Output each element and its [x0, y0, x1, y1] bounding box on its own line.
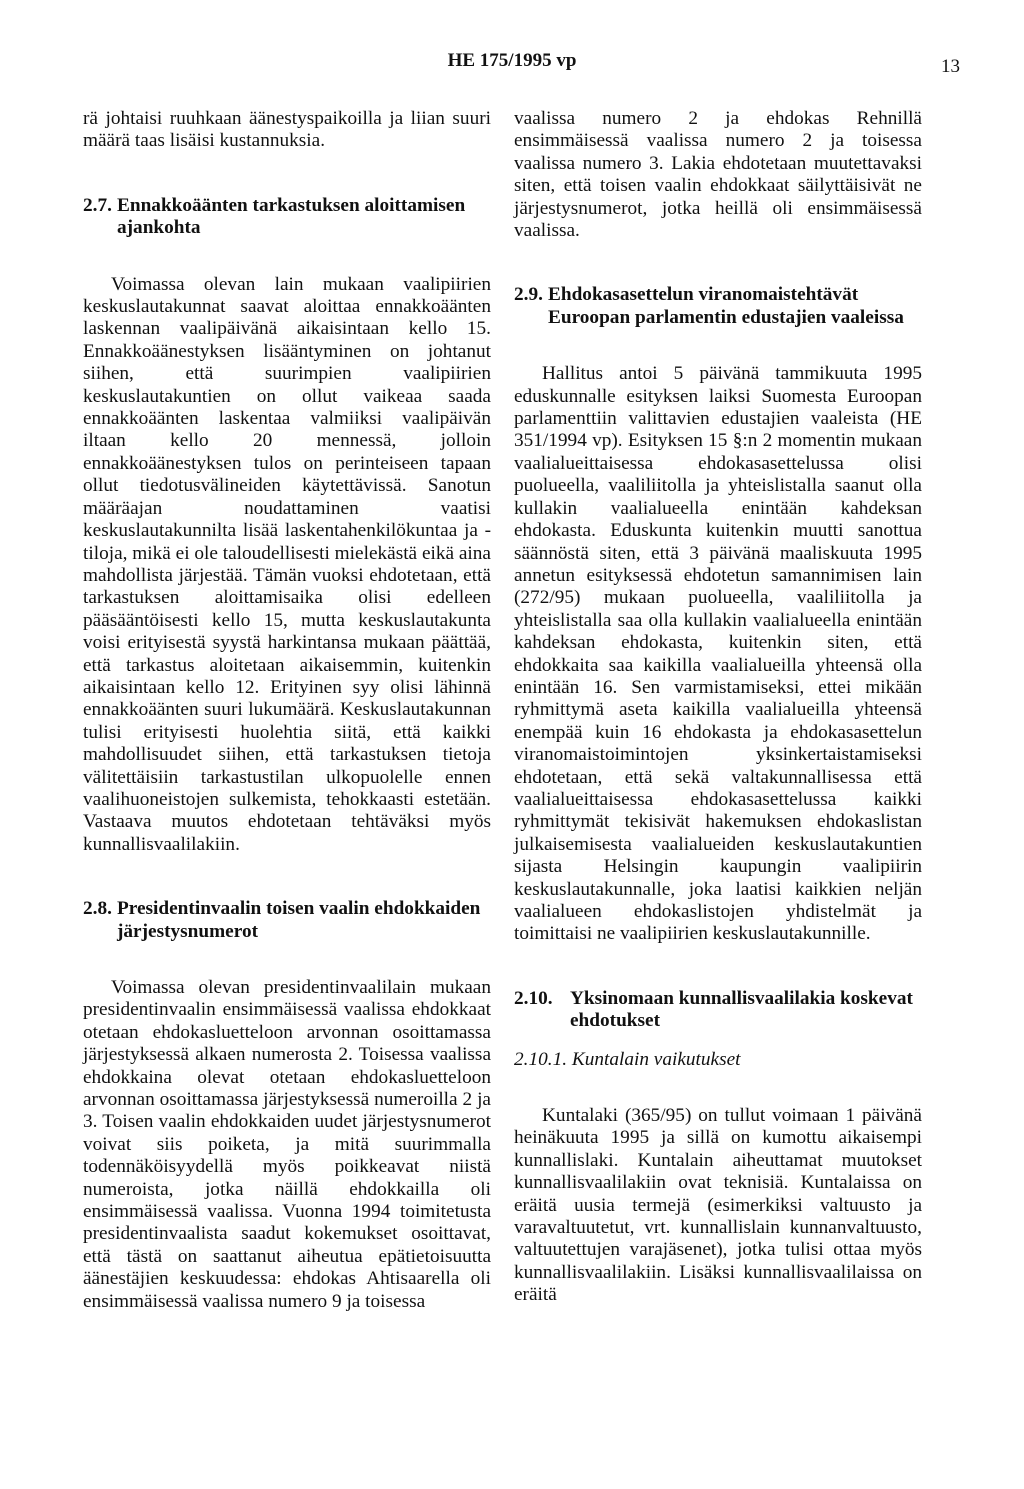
page-header — [0, 46, 1024, 76]
subsection-heading-2-10-1: 2.10.1. Kuntalain vaikutukset — [514, 1048, 741, 1070]
paragraph-continuation: vaalissa numero 2 ja ehdokas Rehnillä ensimmäisessä vaalissa numero 2 ja toisessa vaalissa numero 3. Lakia ehdotetaan muutettavaksi siten, että toisen vaalin ehdokkaat säilyttäisivät ne järjestysnumerot, jotka heillä oli ensimmäisessä vaalissa. — [514, 108, 922, 242]
paragraph-2-7: Voimassa olevan lain mukaan vaalipiirien keskuslautakunnat saavat aloittaa ennakkoäänten laskennan vaalipäivänä aikaisintaan kello 15. Ennakkoäänestyksen lisääntyminen on johtanut siihen, että suurimpien vaalipiirien keskuslautakuntien on ollut vaikeaa saada ennakkoäänten laskentaa valmiiksi vaalipäivän iltaan kello 20 mennessä, jolloin ennakkoäänestyksen tulos on perinteiseen tapaan ollut tiedotusvälineiden käytettävissä. Sanotun määräajan noudattaminen vaatisi keskuslautakunnilta lisää laskentahenkilökuntaa ja -tiloja, mikä ei ole taloudellisesti mielekästä eikä aina mahdollista järjestää. Tämän vuoksi ehdotetaan, että tarkastuksen aloittamisaika olisi edelleen pääsääntöisesti kello 15, mutta keskuslautakunta voisi erityisestä syystä harkintansa mukaan päättää, että tarkastus aloitetaan aikaisemmin, kuitenkin aikaisintaan kello 12. Erityinen syy olisi lähinnä ennakkoäänten suuri lukumäärä. Keskuslautakunnan tulisi erityisesti huolehtia siitä, että kaikki mahdollisuudet siihen, että tarkastuksen tietoja välitettäisiin tarkastustilan ulkopuolelle ennen vaalihuoneistojen sulkemista, tehokkaasti estetään. Vastaava muutos ehdotetaan tehtäväksi myös kunnallisvaalilakiin. — [83, 273, 491, 855]
section-title: Presidentinvaalin toisen vaalin ehdokkaiden järjestysnumerot — [117, 898, 481, 942]
page-number: 13 — [941, 56, 960, 77]
section-title: Ennakkoäänten tarkastuksen aloittamisen ajankohta — [117, 194, 466, 239]
paragraph-2-9: Hallitus antoi 5 päivänä tammikuuta 1995 eduskunnalle esityksen laiksi Suomesta Euroopan parlamenttiin valittavien edustajien vaaleista (HE 351/1994 vp). Esityksen 15 §:n 2 momentin mukaan vaalialueittaisessa ehdokasasettelussa olisi puolueella, vaaliliitolla ja yhteislistalla saanut olla kullakin vaalialueella enintään kahdeksan ehdokasta. Eduskunta kuitenkin muutti sanottua säännöstä siten, että 3 päivänä maaliskuuta 1995 annetun esityksessä ehdotetun samannimisen lain (272/95) mukaan puolueella, vaaliliitolla ja yhteislistalla saa olla kullakin vaalialueella enintään kahdeksan ehdokasta, kuitenkin siten, että ehdokkaita saa kaikilla vaalialueilla yhteensä olla enintään 16. Sen varmistamiseksi, ettei mikään ryhmittymä aseta kaikilla vaalialueilla yhteensä enempää kuin 16 ehdokasta ja ehdokasasettelun viranomaistoimintojen yksinkertaistamiseksi ehdotetaan, että sekä valtakunnallisessa että vaalialueittaisessa ehdokasasettelussa kaikki ryhmittymät tekisivät hakemuksen ehdokaslistan julkaisemisesta vaalialueiden keskuslautakuntien sijasta Helsingin kaupungin vaalipiirin keskuslautakunnalle, joka laatisi kaikkien neljän vaalialueen ehdokaslistojen yhdistelmät ja toimittaisi ne vaalipiirien keskuslautakunnille. — [514, 363, 922, 945]
section-title: Yksinomaan kunnallisvaalilakia koskevat ehdotukset — [570, 987, 913, 1032]
section-number: 2.9. — [514, 284, 543, 306]
section-heading-2-7 — [83, 195, 491, 240]
running-title: HE 175/1995 vp — [447, 50, 577, 71]
left-column — [83, 108, 491, 1313]
section-heading-2-10 — [514, 988, 922, 1033]
section-heading-2-8 — [83, 898, 491, 943]
paragraph-2-8: Voimassa olevan presidentinvaalilain mukaan presidentinvaalin ensimmäisessä vaalissa ehdokkaat otetaan ehdokasluetteloon arvonnan osoittamassa järjestyksessä alkaen numerosta 2. Toisessa vaalissa ehdokkaina olevat otetaan ehdokasluetteloon arvonnan osoittamassa järjestyksessä numeroilla 2 ja 3. Toisen vaalin ehdokkaiden uudet järjestysnumerot voivat siis poiketa, ja mitä suurimmalla todennäköisyydellä myös poikkeavat niistä numeroista, jotka näillä ehdokkailla oli ensimmäisessä vaalissa. Vuonna 1994 toimitetusta presidentinvaalista saadut kokemukset osoittavat, että tästä on saattanut aiheutua epätietoisuutta äänestäjien keskuudessa: ehdokas Ahtisaarella oli ensimmäisessä vaalissa numero 9 ja toisessa — [83, 977, 491, 1312]
section-title: Ehdokasasettelun viranomaistehtävät Euroopan parlamentin edustajien vaaleissa — [548, 284, 904, 328]
section-number: 2.8. — [83, 898, 112, 920]
paragraph-continuation: rä johtaisi ruuhkaan äänestyspaikoilla ja liian suuri määrä taas lisäisi kustannuksia. — [83, 108, 491, 152]
section-number: 2.10. — [514, 987, 553, 1009]
right-column — [514, 108, 922, 1307]
section-number: 2.7. — [83, 194, 112, 216]
paragraph-2-10-1: Kuntalaki (365/95) on tullut voimaan 1 päivänä heinäkuuta 1995 ja sillä on kumottu aikaisempi kunnallislaki. Kuntalain aiheuttamat muutokset kunnallisvaalilakiin ovat teknisiä. Kuntalaissa on eräitä uusia termejä (esimerkiksi valtuusto ja varavaltuutetut, vrt. kunnallislain kunnanvaltuusto, valtuutettujen varajäsenet), jotka tulisi ottaa myös kunnallisvaalilakiin. Lisäksi kunnallisvaalilaissa on eräitä — [514, 1105, 922, 1306]
section-heading-2-9 — [514, 284, 922, 329]
